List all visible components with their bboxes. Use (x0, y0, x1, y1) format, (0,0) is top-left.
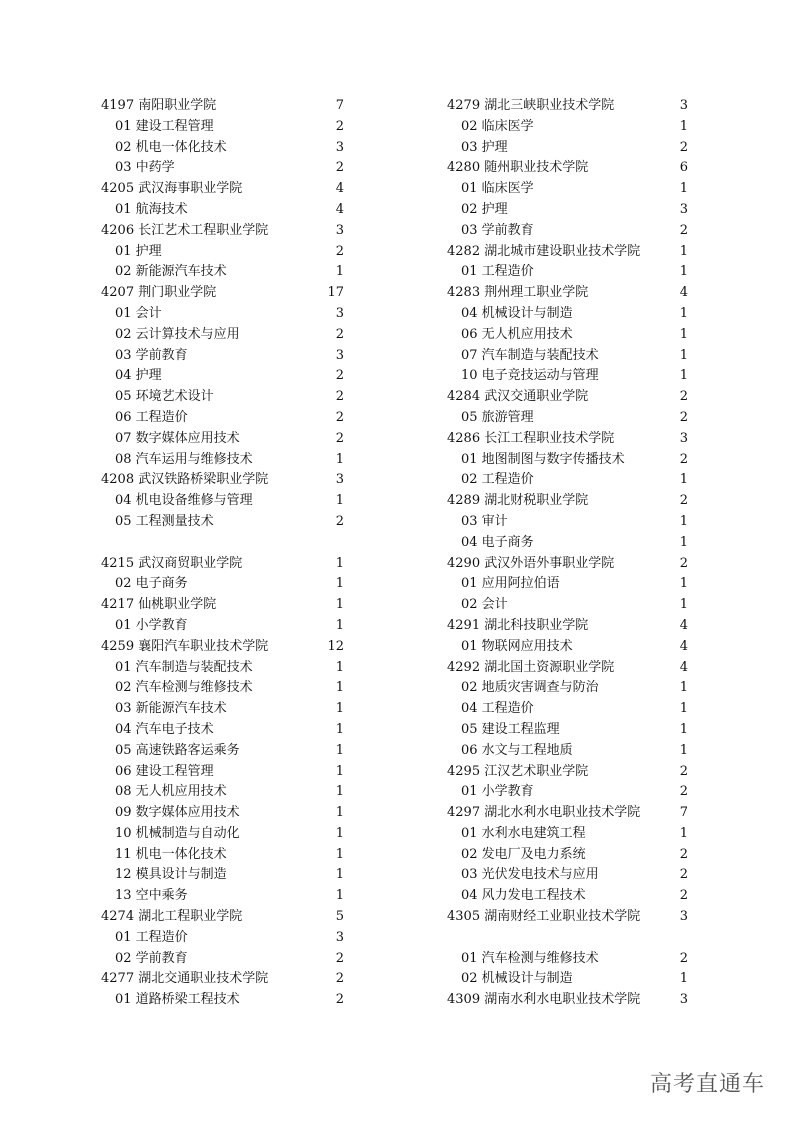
major-name: 12 模具设计与制造 (115, 867, 227, 883)
enrollment-count: 1 (335, 721, 344, 737)
enrollment-count: 1 (679, 326, 688, 342)
enrollment-count: 2 (335, 368, 344, 384)
major-name: 10 电子竞技运动与管理 (461, 368, 599, 384)
major-row (101, 782, 344, 803)
major-row (101, 865, 344, 886)
major-name: 08 无人机应用技术 (115, 784, 227, 800)
major-row (101, 658, 344, 679)
enrollment-count: 1 (679, 305, 688, 321)
major-row (101, 138, 344, 159)
major-name: 01 应用阿拉伯语 (461, 576, 560, 592)
school-row (101, 969, 344, 990)
enrollment-count (668, 928, 688, 949)
major-name: 02 临床医学 (461, 118, 534, 134)
enrollment-count: 4 (679, 659, 688, 675)
right-column (447, 96, 688, 1011)
major-name: 02 云计算技术与应用 (115, 326, 240, 342)
major-name: 05 建设工程监理 (461, 721, 560, 737)
school-name: 4289 湖北财税职业学院 (447, 493, 589, 509)
enrollment-count: 7 (335, 98, 344, 113)
enrollment-count: 1 (335, 846, 344, 862)
enrollment-count: 1 (679, 513, 688, 529)
major-row (101, 678, 344, 699)
major-name: 04 机械设计与制造 (461, 305, 573, 321)
major-row (101, 491, 344, 512)
major-row (101, 616, 344, 637)
major-name: 06 工程造价 (115, 409, 188, 425)
enrollment-count: 1 (335, 742, 344, 758)
major-row (447, 865, 688, 886)
school-name: 4295 江汉艺术职业学院 (447, 763, 589, 779)
school-row (447, 554, 688, 575)
major-row (447, 262, 688, 283)
major-row (101, 325, 344, 346)
enrollment-count: 6 (679, 160, 688, 176)
major-name: 04 风力发电工程技术 (461, 888, 586, 904)
enrollment-count: 2 (335, 118, 344, 134)
major-name: 05 工程测量技术 (115, 513, 214, 529)
major-row (447, 637, 688, 658)
enrollment-count: 2 (335, 992, 344, 1008)
left-column (101, 96, 344, 1011)
major-row (101, 762, 344, 783)
major-row (101, 304, 344, 325)
major-name: 07 汽车制造与装配技术 (461, 347, 599, 363)
school-name: 4215 武汉商贸职业学院 (101, 555, 243, 571)
major-name: 07 数字媒体应用技术 (115, 430, 240, 446)
school-name: 4286 长江工程职业技术学院 (447, 430, 615, 446)
enrollment-count: 1 (679, 825, 688, 841)
school-row (447, 96, 688, 117)
enrollment-count: 1 (335, 825, 344, 841)
major-name: 02 汽车检测与维修技术 (115, 680, 253, 696)
enrollment-count: 1 (679, 742, 688, 758)
major-row (101, 741, 344, 762)
school-name: 4280 随州职业技术学院 (447, 160, 589, 176)
enrollment-count: 1 (679, 576, 688, 592)
major-row (101, 845, 344, 866)
major-row (447, 678, 688, 699)
enrollment-count: 1 (679, 264, 688, 280)
enrollment-count: 2 (679, 784, 688, 800)
enrollment-count: 1 (679, 680, 688, 696)
blank-row (447, 928, 688, 949)
school-row (101, 179, 344, 200)
major-row (101, 803, 344, 824)
major-name: 05 旅游管理 (461, 409, 534, 425)
major-name: 03 审计 (461, 513, 508, 529)
enrollment-count: 2 (679, 950, 688, 966)
enrollment-count: 5 (335, 909, 344, 925)
enrollment-count: 2 (679, 555, 688, 571)
enrollment-count: 3 (335, 139, 344, 155)
school-name: 4197 南阳职业学院 (101, 98, 217, 113)
enrollment-count: 12 (327, 638, 344, 654)
major-name: 06 水文与工程地质 (461, 742, 573, 758)
enrollment-count: 2 (679, 493, 688, 509)
enrollment-count: 1 (335, 555, 344, 571)
enrollment-count: 2 (679, 222, 688, 238)
major-name: 01 小学教育 (115, 617, 188, 633)
major-row (101, 429, 344, 450)
school-name: 4284 武汉交通职业学院 (447, 389, 589, 405)
major-name: 02 新能源汽车技术 (115, 264, 227, 280)
school-name: 4206 长江艺术工程职业学院 (101, 222, 269, 238)
major-name: 03 新能源汽车技术 (115, 701, 227, 717)
major-row (447, 138, 688, 159)
enrollment-count: 1 (335, 659, 344, 675)
school-name: 4207 荆门职业学院 (101, 285, 217, 301)
school-row (101, 221, 344, 242)
enrollment-count: 2 (335, 243, 344, 259)
major-row (447, 533, 688, 554)
school-name: 4217 仙桃职业学院 (101, 597, 217, 613)
major-name: 06 建设工程管理 (115, 763, 214, 779)
enrollment-count: 1 (679, 181, 688, 197)
enrollment-count: 1 (335, 576, 344, 592)
school-name: 4283 荆州理工职业学院 (447, 285, 589, 301)
major-row (101, 408, 344, 429)
major-row (101, 346, 344, 367)
major-row (447, 886, 688, 907)
major-row (447, 512, 688, 533)
major-row (101, 366, 344, 387)
enrollment-count: 1 (679, 971, 688, 987)
major-name: 02 机电一体化技术 (115, 139, 227, 155)
school-row (447, 907, 688, 928)
major-name: 02 电子商务 (115, 576, 188, 592)
school-row (447, 658, 688, 679)
enrollment-count: 3 (335, 347, 344, 363)
major-name: 13 空中乘务 (115, 888, 188, 904)
major-row (101, 949, 344, 970)
school-row (447, 242, 688, 263)
enrollment-count: 1 (335, 867, 344, 883)
major-row (447, 699, 688, 720)
major-name: 04 机电设备维修与管理 (115, 493, 253, 509)
enrollment-count: 3 (335, 929, 344, 945)
major-name: 01 水利水电建筑工程 (461, 825, 586, 841)
enrollment-count: 2 (335, 409, 344, 425)
enrollment-count: 1 (335, 784, 344, 800)
school-row (101, 283, 344, 304)
school-name: 4309 湖南水利水电职业技术学院 (447, 992, 641, 1008)
enrollment-count: 1 (335, 763, 344, 779)
major-row (447, 408, 688, 429)
major-name: 02 工程造价 (461, 472, 534, 488)
major-name: 01 航海技术 (115, 201, 188, 217)
enrollment-count: 1 (335, 597, 344, 613)
major-name: 01 会计 (115, 305, 162, 321)
major-name: 09 数字媒体应用技术 (115, 805, 240, 821)
major-row (447, 949, 688, 970)
enrollment-count: 3 (679, 909, 688, 925)
major-name: 03 护理 (461, 139, 508, 155)
major-row (447, 969, 688, 990)
major-name: 04 工程造价 (461, 701, 534, 717)
school-row (447, 158, 688, 179)
school-row (101, 907, 344, 928)
enrollment-count: 4 (335, 181, 344, 197)
major-name: 08 汽车运用与维修技术 (115, 451, 253, 467)
major-name: 04 护理 (115, 368, 162, 384)
enrollment-count: 1 (679, 243, 688, 259)
major-row (447, 782, 688, 803)
major-name: 01 护理 (115, 243, 162, 259)
major-name: 10 机械制造与自动化 (115, 825, 240, 841)
school-row (447, 762, 688, 783)
school-name: 4305 湖南财经工业职业技术学院 (447, 909, 641, 925)
enrollment-count: 1 (679, 368, 688, 384)
major-name: 01 临床医学 (461, 181, 534, 197)
major-row (101, 262, 344, 283)
major-name: 02 地质灾害调查与防治 (461, 680, 599, 696)
major-name: 01 小学教育 (461, 784, 534, 800)
school-name: 4208 武汉铁路桥梁职业学院 (101, 472, 269, 488)
school-name: 4259 襄阳汽车职业技术学院 (101, 638, 269, 654)
enrollment-count: 3 (679, 992, 688, 1008)
major-name: 06 无人机应用技术 (461, 326, 573, 342)
enrollment-count: 1 (679, 597, 688, 613)
major-name: 05 高速铁路客运乘务 (115, 742, 240, 758)
major-name: 01 物联网应用技术 (461, 638, 573, 654)
major-name: 11 机电一体化技术 (115, 846, 227, 862)
school-name: 4292 湖北国土资源职业学院 (447, 659, 615, 675)
major-name: 01 工程造价 (115, 929, 188, 945)
enrollment-count: 4 (335, 201, 344, 217)
major-name: 01 工程造价 (461, 264, 534, 280)
major-row (447, 346, 688, 367)
enrollment-count: 2 (335, 430, 344, 446)
enrollment-count: 1 (679, 721, 688, 737)
major-name: 03 中药学 (115, 160, 175, 176)
major-row (101, 928, 344, 949)
school-row (447, 803, 688, 824)
major-name: 01 建设工程管理 (115, 118, 214, 134)
enrollment-count: 4 (679, 285, 688, 301)
enrollment-count: 2 (335, 971, 344, 987)
major-name: 03 学前教育 (115, 347, 188, 363)
major-name: 01 地图制图与数字传播技术 (461, 451, 625, 467)
major-name: 03 光伏发电技术与应用 (461, 867, 599, 883)
enrollment-count: 1 (679, 534, 688, 550)
school-row (101, 554, 344, 575)
school-name: 4297 湖北水利水电职业技术学院 (447, 805, 641, 821)
enrollment-count: 3 (335, 222, 344, 238)
enrollment-count: 3 (679, 201, 688, 217)
school-name: 4205 武汉海事职业学院 (101, 181, 243, 197)
major-name: 05 环境艺术设计 (115, 389, 214, 405)
school-row (447, 283, 688, 304)
major-row (447, 117, 688, 138)
major-row (101, 158, 344, 179)
enrollment-count: 4 (679, 638, 688, 654)
enrollment-count (324, 533, 344, 554)
major-name: 02 机械设计与制造 (461, 971, 573, 987)
enrollment-count: 1 (335, 451, 344, 467)
enrollment-count: 2 (335, 513, 344, 529)
blank-row (101, 533, 344, 554)
major-name: 02 护理 (461, 201, 508, 217)
enrollment-count: 1 (679, 701, 688, 717)
major-name: 02 发电厂及电力系统 (461, 846, 586, 862)
enrollment-count: 2 (679, 139, 688, 155)
enrollment-count: 3 (679, 98, 688, 113)
enrollment-count: 4 (679, 617, 688, 633)
major-row (101, 512, 344, 533)
major-name: 04 汽车电子技术 (115, 721, 214, 737)
major-row (101, 117, 344, 138)
enrollment-count: 7 (679, 805, 688, 821)
school-row (101, 637, 344, 658)
major-name: 02 学前教育 (115, 950, 188, 966)
school-row (101, 96, 344, 117)
major-row (447, 741, 688, 762)
major-row (101, 824, 344, 845)
major-name: 01 汽车制造与装配技术 (115, 659, 253, 675)
enrollment-count: 1 (679, 347, 688, 363)
major-name: 03 学前教育 (461, 222, 534, 238)
major-row (101, 699, 344, 720)
major-row (101, 387, 344, 408)
major-name: 04 电子商务 (461, 534, 534, 550)
enrollment-count: 1 (335, 701, 344, 717)
enrollment-count: 1 (335, 805, 344, 821)
school-name: 4279 湖北三峡职业技术学院 (447, 98, 615, 113)
major-row (447, 304, 688, 325)
school-name: 4274 湖北工程职业学院 (101, 909, 243, 925)
school-name: 4291 湖北科技职业学院 (447, 617, 589, 633)
school-row (101, 595, 344, 616)
enrollment-count: 2 (335, 160, 344, 176)
enrollment-count: 1 (335, 680, 344, 696)
enrollment-count: 2 (679, 867, 688, 883)
major-row (447, 200, 688, 221)
major-row (101, 886, 344, 907)
enrollment-count: 1 (679, 472, 688, 488)
enrollment-count: 2 (335, 389, 344, 405)
major-row (447, 450, 688, 471)
major-row (447, 720, 688, 741)
watermark-text: 高考直通车 (649, 1072, 765, 1097)
enrollment-count: 1 (335, 264, 344, 280)
major-row (101, 242, 344, 263)
enrollment-count: 1 (335, 888, 344, 904)
enrollment-count: 2 (335, 950, 344, 966)
major-row (447, 325, 688, 346)
enrollment-count: 1 (679, 118, 688, 134)
major-row (101, 990, 344, 1011)
major-row (101, 450, 344, 471)
school-name: 4277 湖北交通职业技术学院 (101, 971, 269, 987)
major-row (447, 221, 688, 242)
major-name: 01 道路桥梁工程技术 (115, 992, 240, 1008)
major-row (447, 366, 688, 387)
school-row (101, 470, 344, 491)
major-row (447, 470, 688, 491)
enrollment-count: 17 (327, 285, 344, 301)
enrollment-count: 2 (335, 326, 344, 342)
major-name: 02 会计 (461, 597, 508, 613)
major-row (101, 720, 344, 741)
school-row (447, 491, 688, 512)
enrollment-count: 3 (679, 430, 688, 446)
school-name: 4290 武汉外语外事职业学院 (447, 555, 615, 571)
school-row (447, 616, 688, 637)
major-row (447, 845, 688, 866)
enrollment-count: 2 (679, 409, 688, 425)
enrollment-count: 3 (335, 305, 344, 321)
major-row (101, 574, 344, 595)
major-row (101, 200, 344, 221)
enrollment-count: 2 (679, 888, 688, 904)
enrollment-count: 1 (335, 493, 344, 509)
enrollment-count: 2 (679, 451, 688, 467)
enrollment-count: 2 (679, 763, 688, 779)
enrollment-count: 1 (335, 617, 344, 633)
major-row (447, 179, 688, 200)
major-row (447, 824, 688, 845)
school-name: 4282 湖北城市建设职业技术学院 (447, 243, 641, 259)
enrollment-count: 2 (679, 846, 688, 862)
enrollment-count: 3 (335, 472, 344, 488)
school-row (447, 429, 688, 450)
enrollment-count: 2 (679, 389, 688, 405)
major-row (447, 574, 688, 595)
school-row (447, 387, 688, 408)
major-row (447, 595, 688, 616)
major-name: 01 汽车检测与维修技术 (461, 950, 599, 966)
school-row (447, 990, 688, 1011)
